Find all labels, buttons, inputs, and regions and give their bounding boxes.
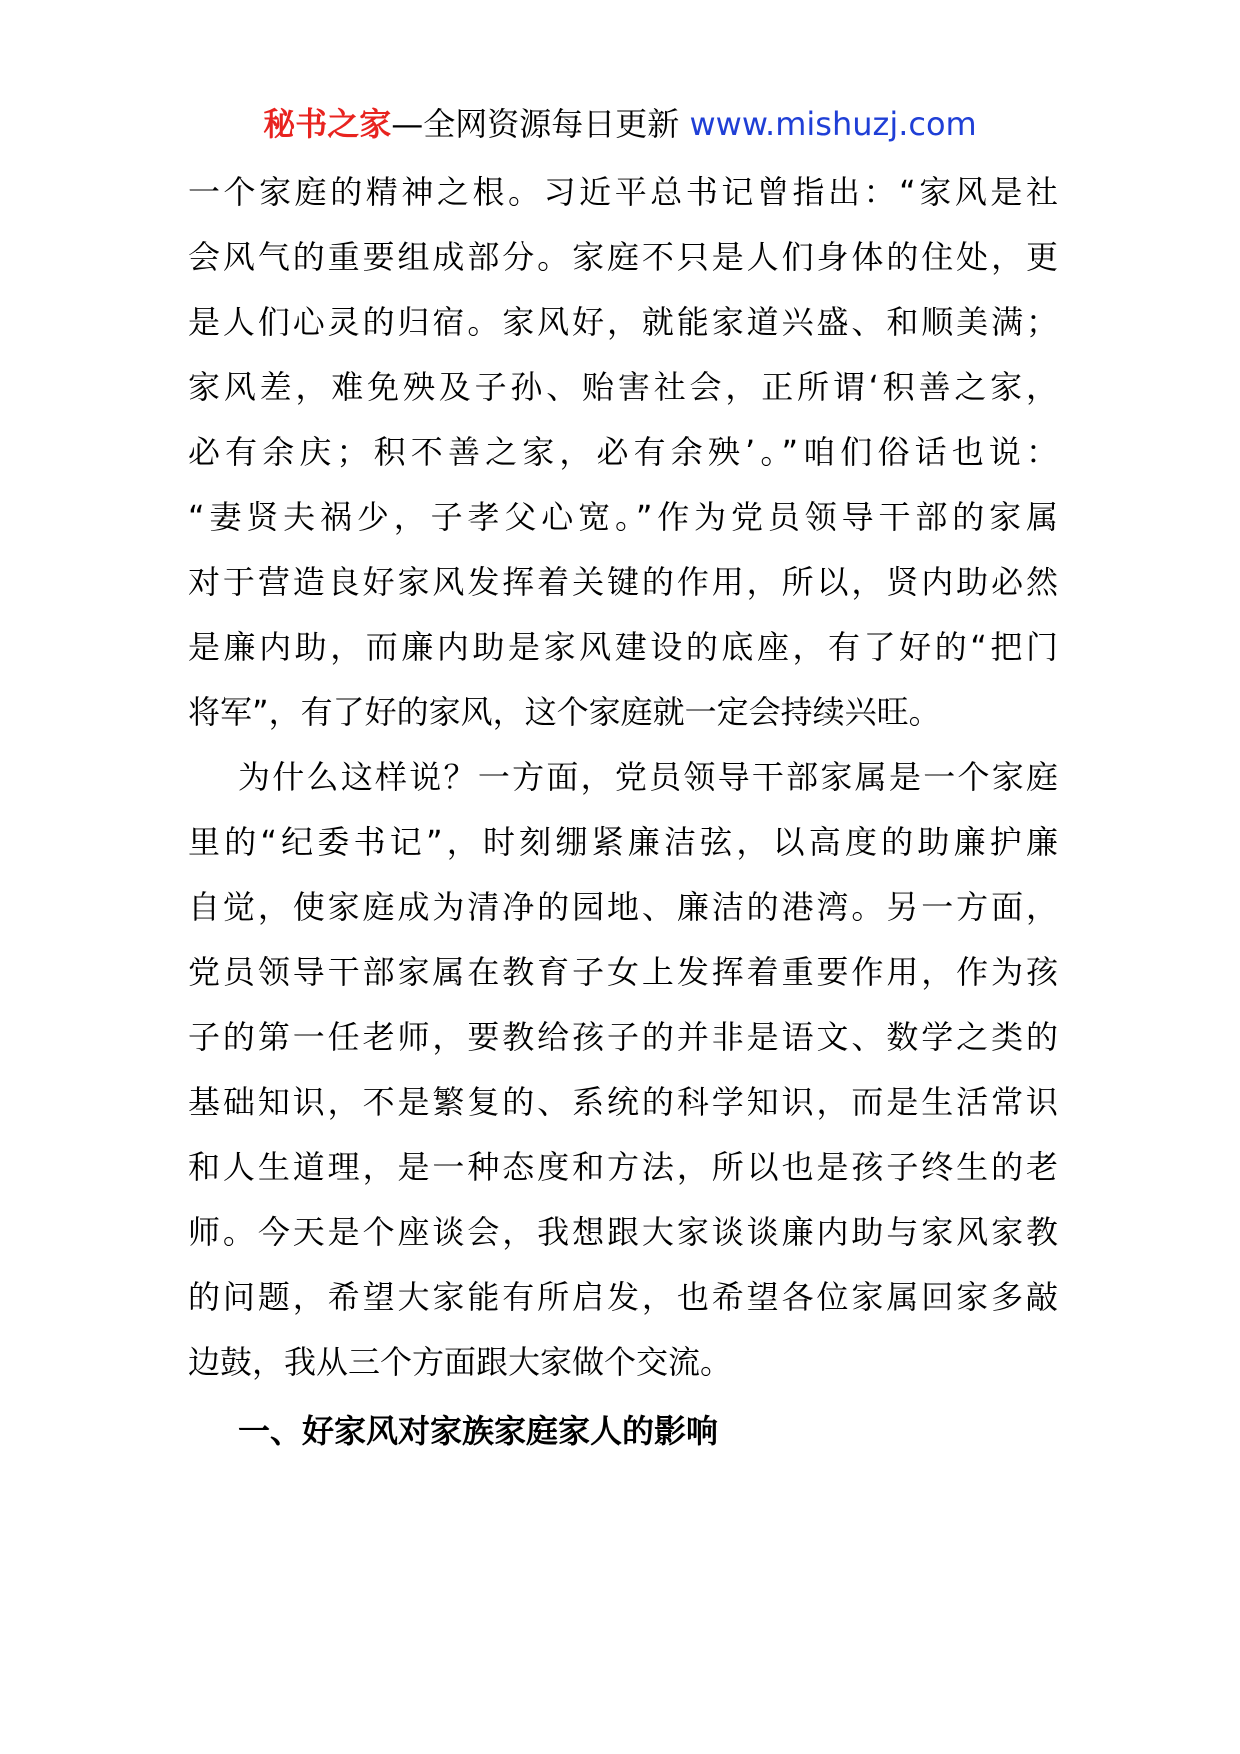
document-body — [188, 160, 1058, 1465]
header-tagline: —全网资源每日更新 — [391, 105, 690, 143]
paragraph-line: 党员领导干部家属在教育子女上发挥着重要作用，作为孩 — [188, 953, 1058, 991]
paragraph-line: 是廉内助，而廉内助是家风建设的底座，有了好的“把门 — [188, 628, 1058, 666]
paragraph-line: 和人生道理，是一种态度和方法，所以也是孩子终生的老 — [188, 1148, 1058, 1186]
paragraph-line: 将军”，有了好的家风，这个家庭就一定会持续兴旺。 — [188, 693, 941, 731]
paragraph-line: 为什么这样说？一方面，党员领导干部家属是一个家庭 — [238, 758, 1058, 796]
paragraph-line: “妻贤夫祸少，子孝父心宽。”作为党员领导干部的家属 — [188, 498, 1058, 536]
section-heading: 一、好家风对家族家庭家人的影响 — [238, 1412, 719, 1450]
paragraph-line: 里的“纪委书记”，时刻绷紧廉洁弦，以高度的助廉护廉 — [188, 823, 1058, 861]
paragraph-line: 会风气的重要组成部分。家庭不只是人们身体的住处，更 — [188, 238, 1058, 276]
paragraph-line: 边鼓，我从三个方面跟大家做个交流。 — [188, 1343, 733, 1381]
paragraph-line: 家风差，难免殃及子孙、贻害社会，正所谓‘积善之家， — [188, 368, 1058, 406]
paragraph-line: 对于营造良好家风发挥着关键的作用，所以，贤内助必然 — [188, 563, 1058, 601]
page-header — [0, 100, 1240, 148]
paragraph-line: 必有余庆；积不善之家，必有余殃’。”咱们俗话也说： — [188, 433, 1058, 471]
header-url-link[interactable]: www.mishuzj.com — [689, 105, 977, 143]
paragraph-line: 的问题，希望大家能有所启发，也希望各位家属回家多敲 — [188, 1278, 1058, 1316]
paragraph-line: 子的第一任老师，要教给孩子的并非是语文、数学之类的 — [188, 1018, 1058, 1056]
paragraph-line: 自觉，使家庭成为清净的园地、廉洁的港湾。另一方面， — [188, 888, 1058, 926]
paragraph-line: 一个家庭的精神之根。习近平总书记曾指出：“家风是社 — [188, 173, 1058, 211]
paragraph-line: 是人们心灵的归宿。家风好，就能家道兴盛、和顺美满； — [188, 303, 1058, 341]
paragraph-2 — [188, 745, 1058, 1395]
header-brand: 秘书之家 — [263, 105, 392, 143]
paragraph-line: 基础知识，不是繁复的、系统的科学知识，而是生活常识 — [188, 1083, 1058, 1121]
paragraph-1 — [188, 160, 1058, 745]
paragraph-line: 师。今天是个座谈会，我想跟大家谈谈廉内助与家风家教 — [188, 1213, 1058, 1251]
